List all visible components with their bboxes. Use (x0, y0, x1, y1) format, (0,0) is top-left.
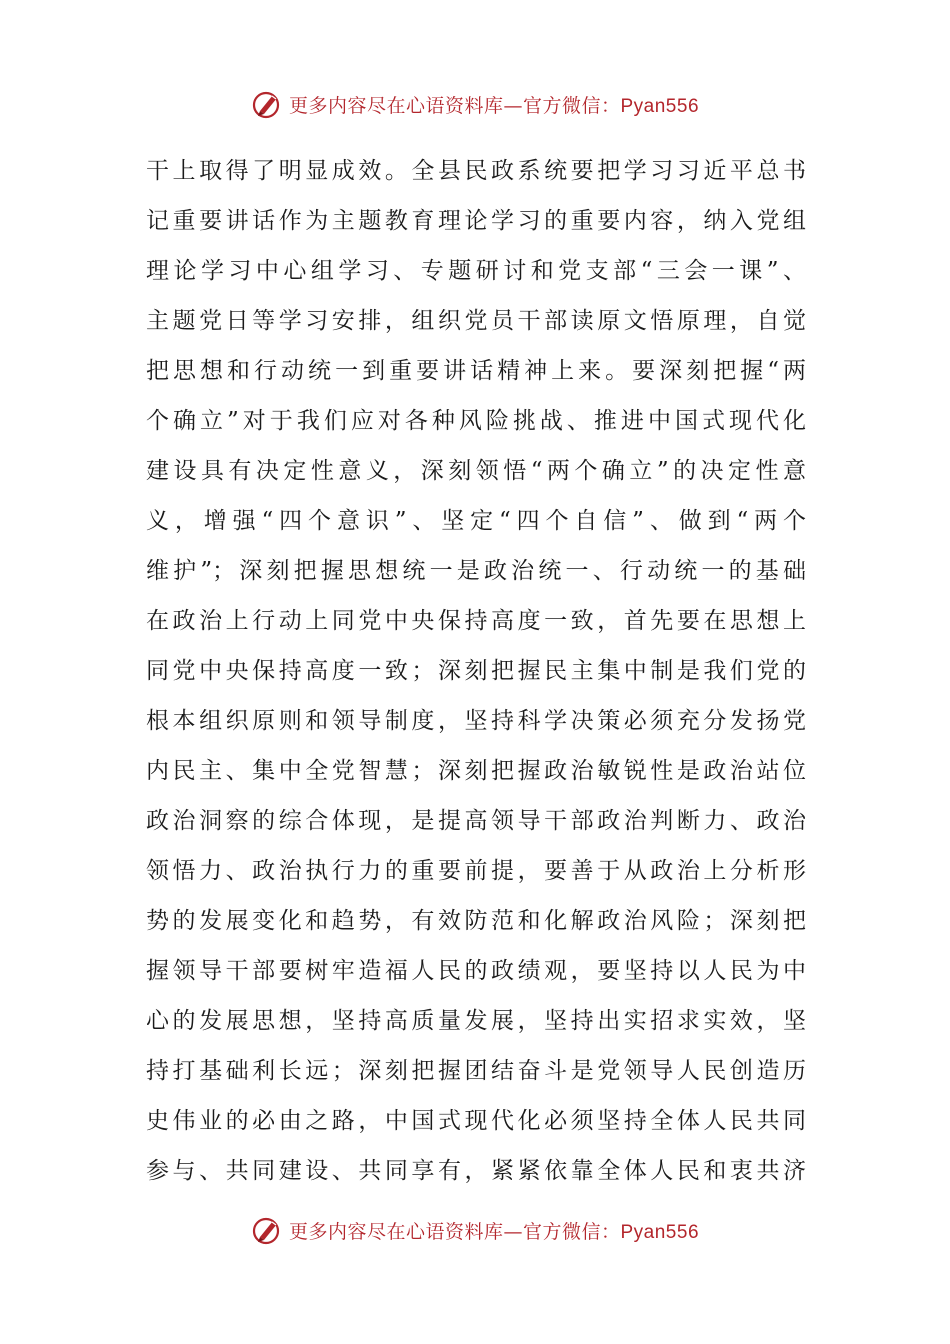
watermark-label: 更多内容尽在心语资料库—官方微信： (288, 1220, 621, 1243)
body-text-line: 领悟力、政治执行力的重要前提，要善于从政治上分析形 (146, 858, 806, 884)
body-text-line: 参与、共同建设、共同享有，紧紧依靠全体人民和衷共济 (146, 1158, 806, 1184)
body-text-line: 维护”；深刻把握思想统一是政治统一、行动统一的基础 (146, 558, 806, 584)
body-text-line: 理论学习中心组学习、专题研讨和党支部“三会一课”、 (146, 258, 806, 284)
body-text-line: 把思想和行动统一到重要讲话精神上来。要深刻把握“两 (146, 358, 806, 384)
body-text-line: 心的发展思想，坚持高质量发展，坚持出实招求实效，坚 (146, 1008, 806, 1034)
body-text-line: 义，增强“四个意识”、坚定“四个自信”、做到“两个 (146, 508, 806, 534)
body-text-line: 建设具有决定性意义，深刻领悟“两个确立”的决定性意 (146, 458, 806, 484)
body-text-line: 政治洞察的综合体现，是提高领导干部政治判断力、政治 (146, 808, 806, 834)
body-text-line: 干上取得了明显成效。全县民政系统要把学习习近平总书 (146, 158, 806, 184)
body-text-line: 根本组织原则和领导制度，坚持科学决策必须充分发扬党 (146, 708, 806, 734)
body-text-line: 势的发展变化和趋势，有效防范和化解政治风险；深刻把 (146, 908, 806, 934)
body-text-line: 内民主、集中全党智慧；深刻把握政治敏锐性是政治站位 (146, 758, 806, 784)
watermark-label: 更多内容尽在心语资料库—官方微信： (288, 94, 621, 117)
body-text-line: 记重要讲话作为主题教育理论学习的重要内容，纳入党组 (146, 208, 806, 234)
body-text-line: 史伟业的必由之路，中国式现代化必须坚持全体人民共同 (146, 1108, 806, 1134)
watermark-wechat-id: Pyan556 (620, 95, 700, 117)
watermark-text (289, 1217, 699, 1244)
watermark-wechat-id: Pyan556 (620, 1221, 700, 1243)
body-text-line: 持打基础利长远；深刻把握团结奋斗是党领导人民创造历 (146, 1058, 806, 1084)
document-body (146, 146, 806, 1196)
body-text-line: 在政治上行动上同党中央保持高度一致，首先要在思想上 (146, 608, 806, 634)
pen-seal-logo-icon (251, 87, 285, 121)
body-text-line: 握领导干部要树牢造福人民的政绩观，要坚持以人民为中 (146, 958, 806, 984)
body-text-line: 主题党日等学习安排，组织党员干部读原文悟原理，自觉 (146, 308, 806, 334)
watermark-text (289, 91, 699, 118)
body-text-line: 同党中央保持高度一致；深刻把握民主集中制是我们党的 (146, 658, 806, 684)
header-watermark-banner (0, 84, 950, 124)
pen-seal-logo-icon (251, 1213, 285, 1247)
body-text-line: 个确立”对于我们应对各种风险挑战、推进中国式现代化 (146, 408, 806, 434)
footer-watermark-banner (0, 1210, 950, 1250)
